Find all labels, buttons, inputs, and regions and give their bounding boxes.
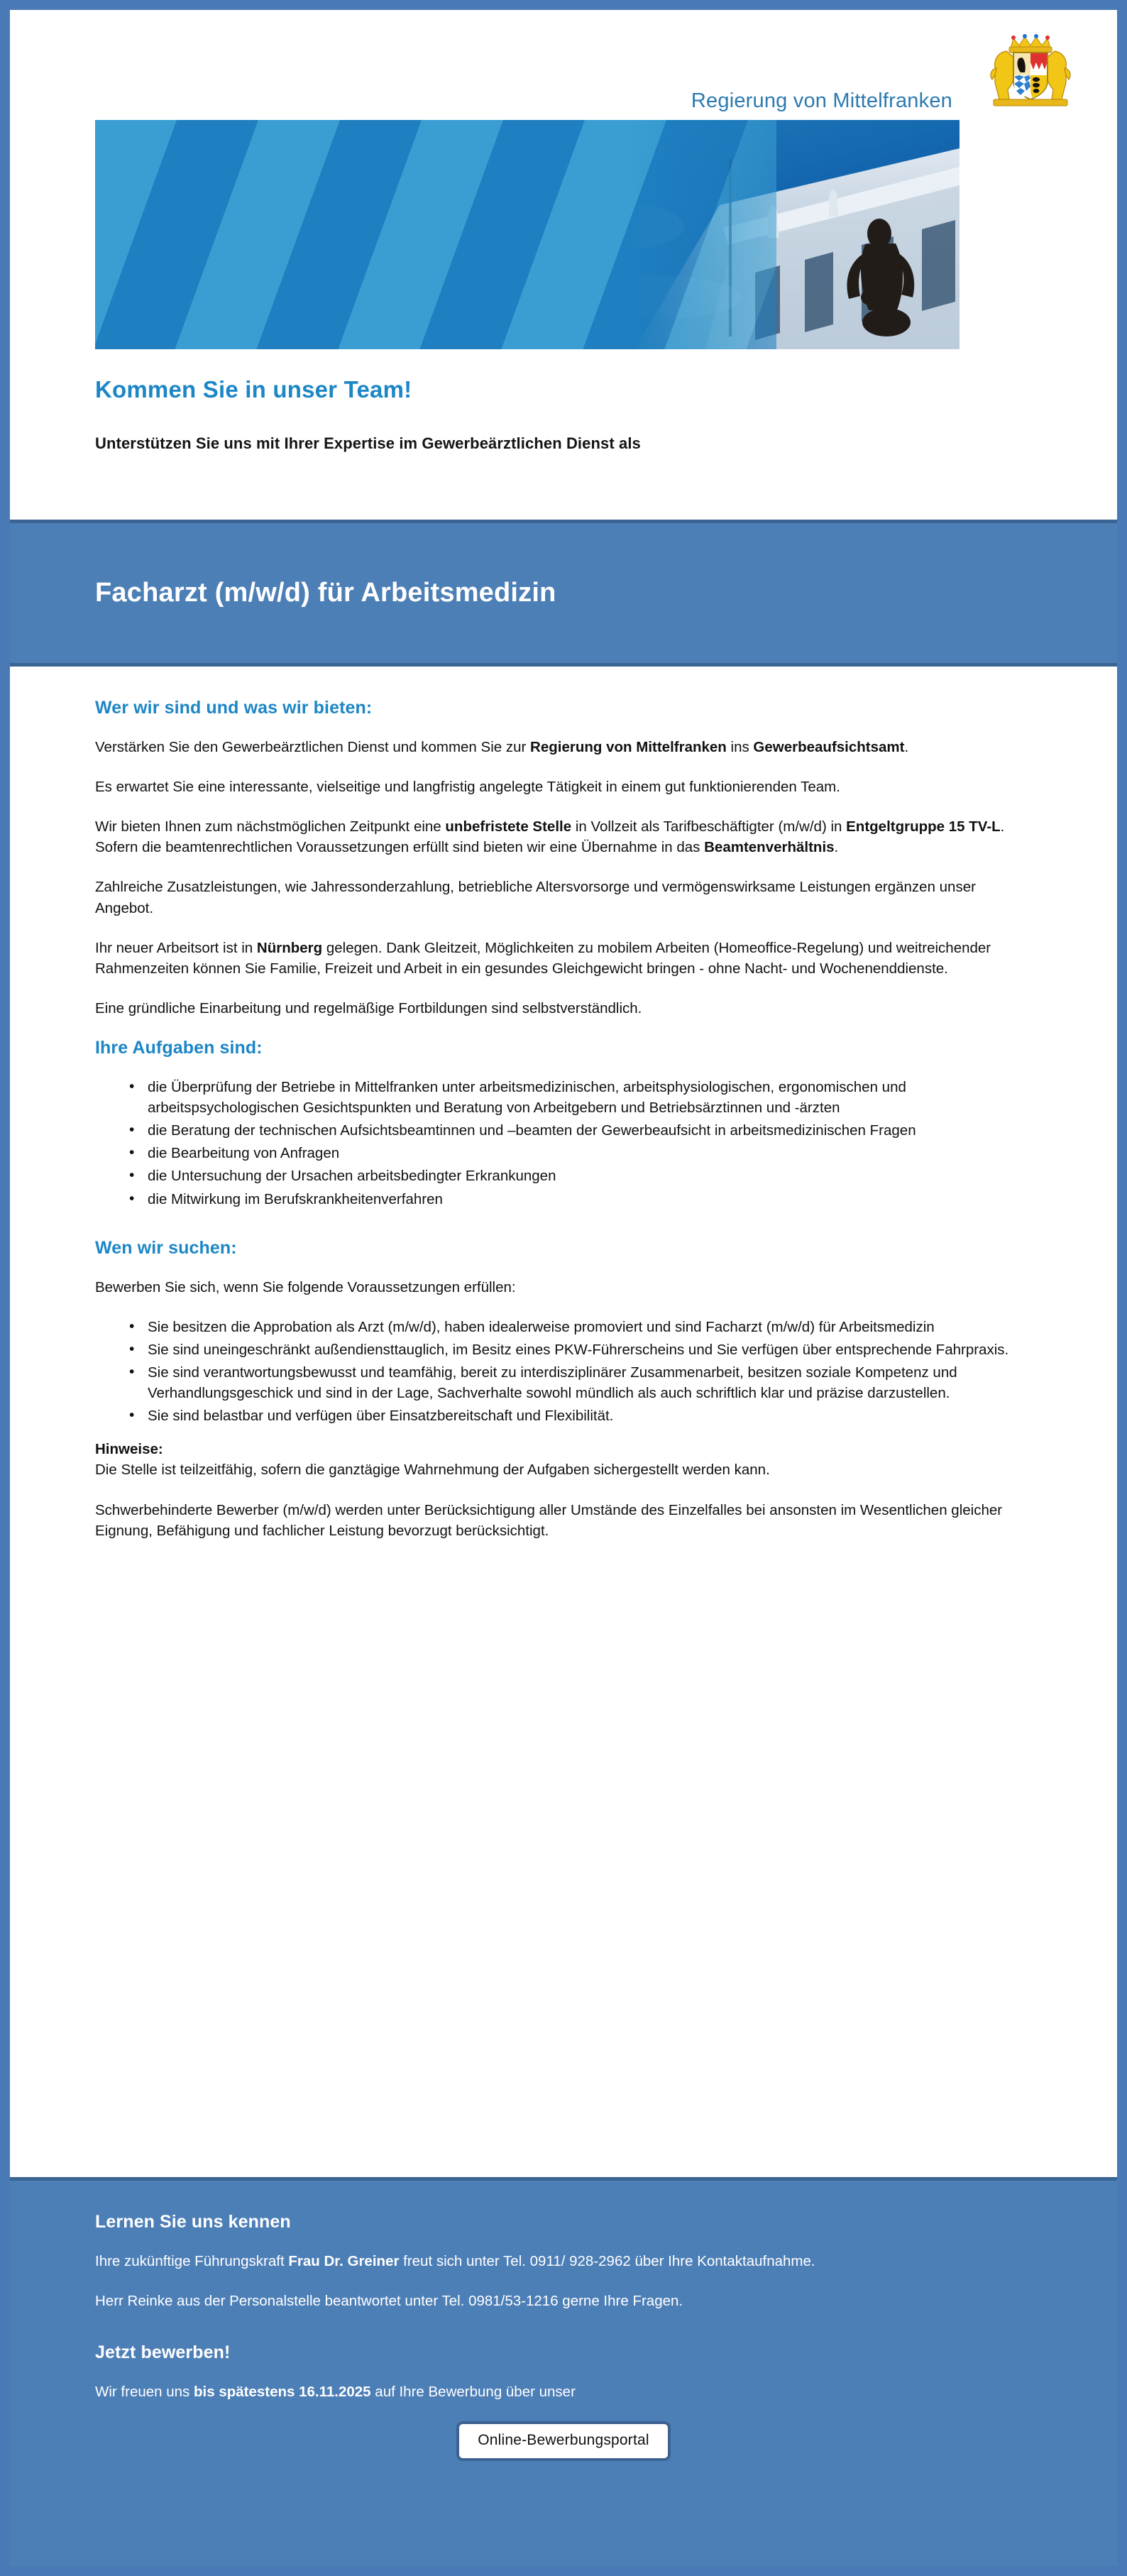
apply-line-a: Wir freuen uns [95,2384,194,2401]
notes-label: Hinweise: [95,1441,163,1458]
section-heading-apply: Jetzt bewerben! [95,2342,231,2363]
contact-c1-c: freut sich unter Tel. 0911/ 928-2962 über Ihre Kontaktaufnahme. [399,2253,815,2269]
contact-paragraph-2: Herr Reinke aus der Personalstelle beantwortet unter Tel. 0981/53-1216 gerne Ihre Fragen. [95,2293,683,2310]
about-p1-e: . [904,739,909,755]
job-ad-sheet [10,10,1117,2566]
intro-subline: Unterstützen Sie uns mit Ihrer Expertise im Gewerbeärztlichen Dienst als [95,434,641,452]
intro-section [10,349,1117,520]
page-header [10,10,1117,349]
about-p6-a: Ihr neuer Arbeitsort ist in [95,939,257,956]
notes-paragraph-2: Schwerbehinderte Bewerber (m/w/d) werden unter Berücksichtigung aller Umstände des Einzelfalles bei ansonsten im Wesentlichen gleicher Eignung, Befähigung und fachlicher Leistung bevorzugt berücksichtigt. [95,1501,1003,1539]
about-p6-b: Nürnberg [256,939,323,956]
about-p3-d: Entgeltgruppe 15 TV-L [846,818,1001,835]
list-item: • die Untersuchung der Ursachen arbeitsbedingter Erkrankungen [148,1166,1032,1186]
contact-c1-a: Ihre zukünftige Führungskraft [95,2253,289,2269]
tasks-list [95,1077,1032,1210]
section-heading-profile: Wen wir suchen: [95,1237,237,1258]
list-item: • Sie sind uneingeschränkt außendiensttauglich, im Besitz eines PKW-Führerscheins und Sie verfügen über entsprechende Fahrpraxis. [148,1339,1032,1360]
about-paragraph-4 [95,837,1032,857]
contact-person-name: Frau Dr. Greiner [288,2253,400,2269]
contact-footer [10,2177,1117,2566]
page-title: Kommen Sie in unser Team! [95,376,412,402]
list-item: • Sie sind verantwortungsbewusst und teamfähig, bereit zu interdisziplinärer Zusammenarbeit, besitzen soziale Kompetenz und Verhandlungsgeschick und sind in der Lage, Sachverhalte sowohl mündlich als auch schriftlich klar und präzise darzustellen. [148,1362,1032,1403]
about-p4-c: . [834,839,839,856]
about-p6-c: gelegen. Dank Gleitzeit, Möglichkeiten zu mobilem Arbeiten (Homeoffice-Regelung) und weitreichender Rahmenzeiten können Sie Familie, Freizeit und Arbeit in ein gesundes Gleichgewicht bringen - ohne Nacht- und Wochenenddienste. [95,939,991,977]
about-paragraph-3 [95,816,1032,837]
list-item: • die Überprüfung der Betriebe in Mittelfranken unter arbeitsmedizinischen, arbeitsphysiologischen, ergonomischen und arbeitspsychologischen Gesichtspunkten und Beratung von Arbeitgebern und Betriebsärztinnen und -ärzten [148,1077,1032,1118]
about-p4-a: Sofern die beamtenrechtlichen Voraussetzungen erfüllt sind bieten wir eine Übernahme in das [95,839,705,856]
about-p3-b: unbefristete Stelle [445,818,572,835]
contact-paragraph-1 [95,2251,1032,2271]
job-title-band [10,520,1117,667]
about-paragraph-7: Eine gründliche Einarbeitung und regelmäßige Fortbildungen sind selbstverständlich. [95,999,642,1016]
about-p1-c: ins [726,739,754,755]
about-p1-b: Regierung von Mittelfranken [530,739,727,755]
list-item: • die Mitwirkung im Berufskrankheitenverfahren [148,1189,1032,1210]
list-item: • die Beratung der technischen Aufsichtsbeamtinnen und –beamten der Gewerbeaufsicht in arbeitsmedizinischen Fragen [148,1120,1032,1141]
about-p3-a: Wir bieten Ihnen zum nächstmöglichen Zeitpunkt eine [95,818,446,835]
organisation-name: Regierung von Mittelfranken [691,89,952,112]
about-paragraph-2: Es erwartet Sie eine interessante, vielseitige und langfristig angelegte Tätigkeit in einem gut funktionierenden Team. [95,779,840,796]
notes-paragraph-1: Die Stelle ist teilzeitfähig, sofern die ganztägige Wahrnehmung der Aufgaben sichergestellt werden kann. [95,1462,770,1479]
profile-list [95,1317,1032,1427]
about-paragraph-1 [95,737,1032,757]
application-deadline: bis spätestens 16.11.2025 [194,2384,371,2401]
section-heading-about: Wer wir sind und was wir bieten: [95,698,373,718]
list-item: • Sie sind belastbar und verfügen über Einsatzbereitschaft und Flexibilität. [148,1405,1032,1426]
hero-image [95,120,960,349]
apply-deadline-line [95,2382,1032,2402]
about-paragraph-5: Zahlreiche Zusatzleistungen, wie Jahressonderzahlung, betriebliche Altersvorsorge und vermögenswirksame Leistungen ergänzen unser Angebot. [95,879,976,916]
list-item: • die Bearbeitung von Anfragen [148,1143,1032,1163]
section-heading-tasks: Ihre Aufgaben sind: [95,1037,263,1058]
about-p4-b: Beamtenverhältnis [704,839,835,856]
online-application-portal-button[interactable]: Online-Bewerbungsportal [456,2421,671,2461]
apply-button-row [95,2421,1032,2461]
about-p1-a: Verstärken Sie den Gewerbeärztlichen Dienst und kommen Sie zur [95,739,531,755]
about-p3-e: . [1000,818,1005,835]
job-description [10,667,1117,2177]
about-paragraph-6 [95,938,1032,979]
list-item: • Sie besitzen die Approbation als Arzt (m/w/d), haben idealerweise promoviert und sind Facharzt (m/w/d) für Arbeitsmedizin [148,1317,1032,1337]
apply-line-c: auf Ihre Bewerbung über unser [370,2384,576,2401]
profile-lead: Bewerben Sie sich, wenn Sie folgende Voraussetzungen erfüllen: [95,1278,516,1295]
about-p3-c: in Vollzeit als Tarifbeschäftigter (m/w/d) in [571,818,847,835]
bavaria-coat-of-arms-icon [985,31,1076,111]
section-heading-contact: Lernen Sie uns kennen [95,2212,291,2232]
about-p1-d: Gewerbeaufsichtsamt [753,739,905,755]
job-title: Facharzt (m/w/d) für Arbeitsmedizin [95,578,556,608]
